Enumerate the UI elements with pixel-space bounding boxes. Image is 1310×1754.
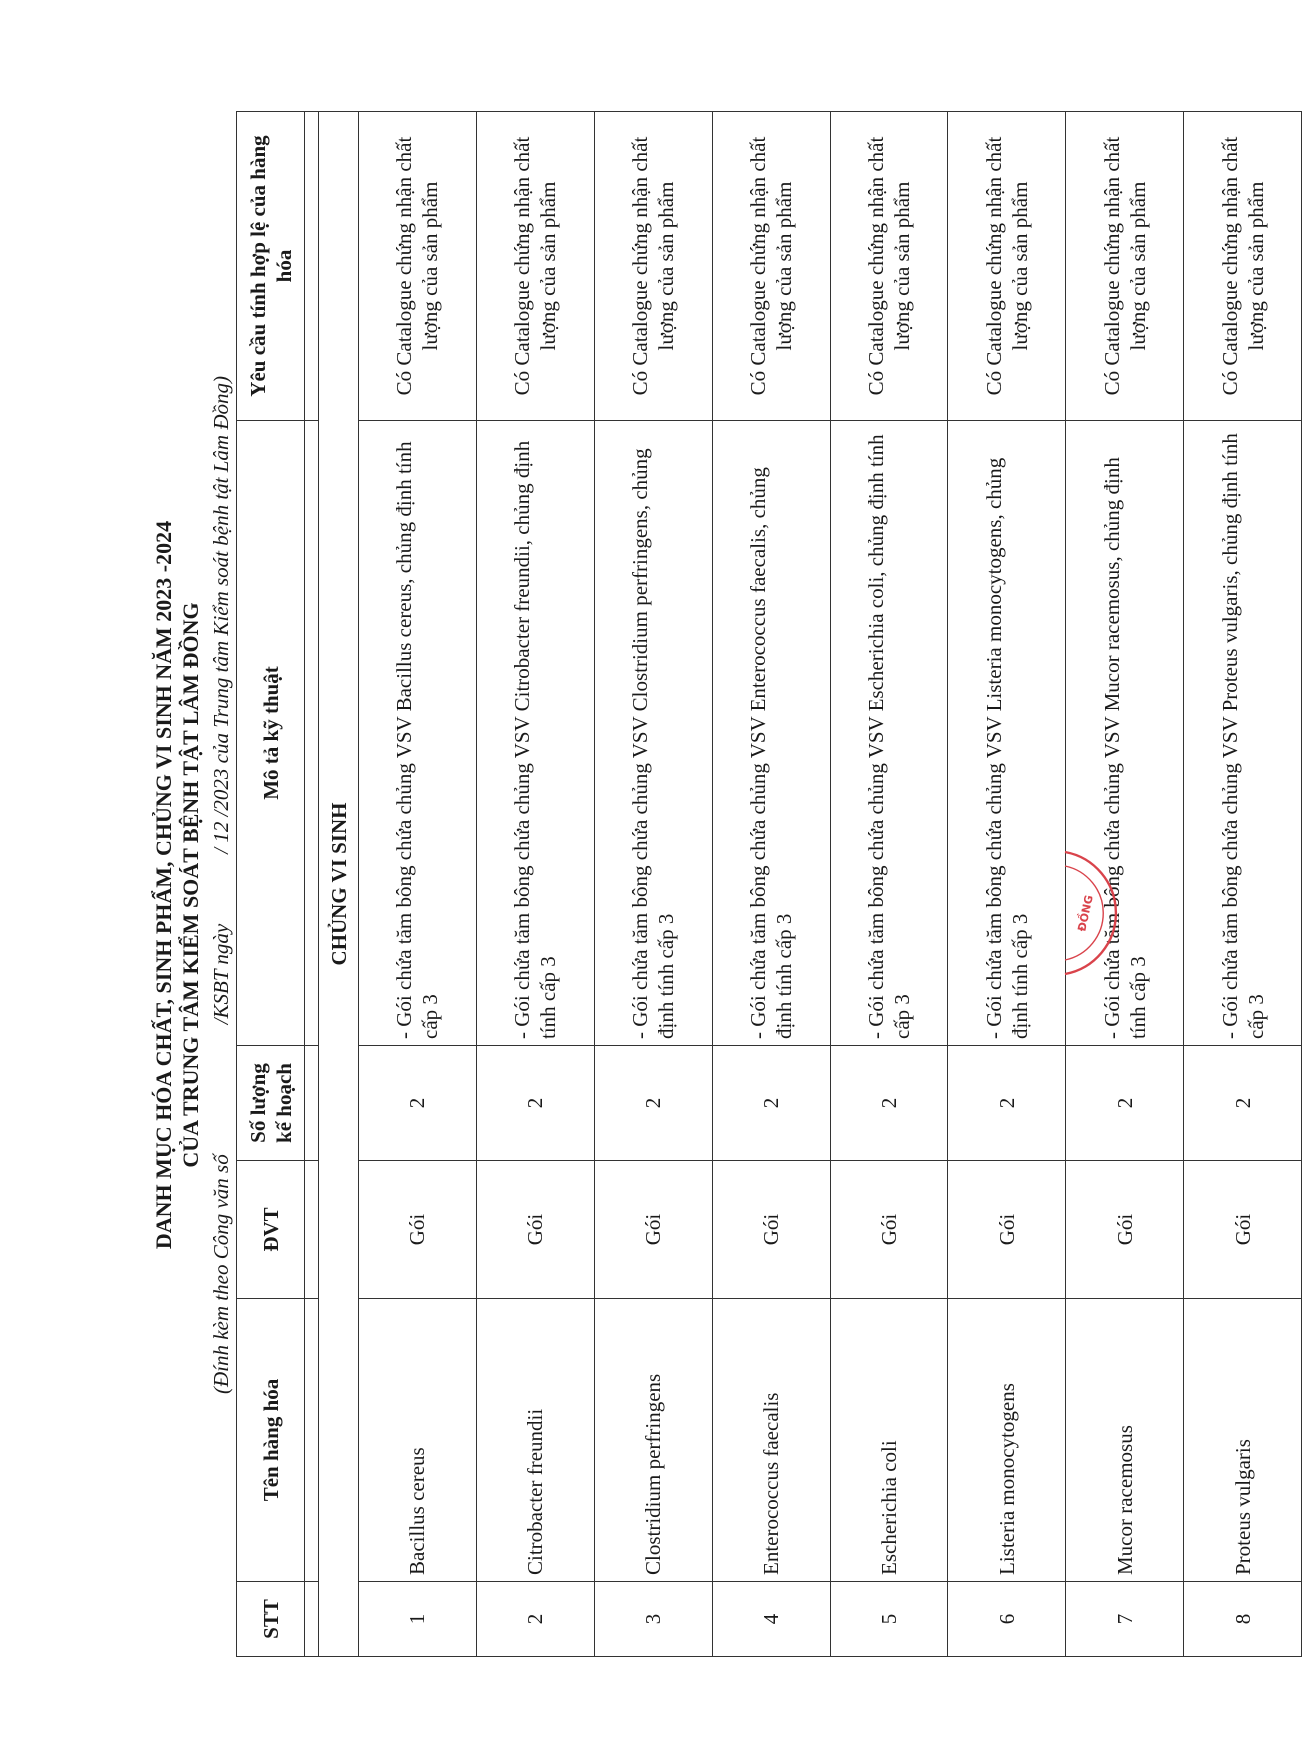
cell-unit: Gói	[1066, 1161, 1184, 1299]
cell-qty: 2	[594, 1046, 712, 1161]
document-page	[150, 105, 1310, 1665]
cell-name: Listeria monocytogens	[948, 1299, 1066, 1582]
cell-unit: Gói	[1184, 1161, 1302, 1299]
cell-desc: - Gói chứa tăm bông chứa chủng VSV Mucor racemosus, chủng định tính cấp 3	[1066, 421, 1184, 1046]
reference-part-3: / 12 /2023 của Trung tâm Kiểm soát bệnh tật Lâm Đồng)	[209, 375, 233, 854]
cell-unit: Gói	[594, 1161, 712, 1299]
cell-desc: - Gói chứa tăm bông chứa chủng VSV Proteus vulgaris, chủng định tính cấp 3	[1184, 421, 1302, 1046]
cell-req: Có Catalogue chứng nhận chất lượng của sản phẩm	[712, 112, 830, 421]
table-row	[359, 112, 477, 1657]
cell-qty: 2	[830, 1046, 948, 1161]
cell-stt: 8	[1184, 1582, 1302, 1657]
cell-name: Citrobacter freundii	[476, 1299, 594, 1582]
header-name: Tên hàng hóa	[237, 1299, 305, 1582]
cell-req: Có Catalogue chứng nhận chất lượng của sản phẩm	[948, 112, 1066, 421]
table-row	[594, 112, 712, 1657]
cell-name: Enterococcus faecalis	[712, 1299, 830, 1582]
cell-req: Có Catalogue chứng nhận chất lượng của sản phẩm	[830, 112, 948, 421]
cell-desc: - Gói chứa tăm bông chứa chủng VSV Clostridium perfringens, chủng định tính cấp 3	[594, 421, 712, 1046]
cell-stt: 2	[476, 1582, 594, 1657]
table-row	[712, 112, 830, 1657]
header-desc: Mô tả kỹ thuật	[237, 421, 305, 1046]
cell-stt: 3	[594, 1582, 712, 1657]
cell-name: Proteus vulgaris	[1184, 1299, 1302, 1582]
table-header-row	[237, 112, 305, 1657]
document-title	[150, 105, 204, 1665]
table-row	[476, 112, 594, 1657]
table-header-spacer-row	[305, 112, 319, 1657]
cell-stt: 4	[712, 1582, 830, 1657]
cell-stt: 7	[1066, 1582, 1184, 1657]
cell-name: Bacillus cereus	[359, 1299, 477, 1582]
title-line-1: DANH MỤC HÓA CHẤT, SINH PHẨM, CHỦNG VI SINH NĂM 2023 -2024	[151, 520, 176, 1250]
cell-name: Escherichia coli	[830, 1299, 948, 1582]
section-title: CHỦNG VI SINH	[319, 112, 359, 1657]
cell-name: Clostridium perfringens	[594, 1299, 712, 1582]
cell-unit: Gói	[948, 1161, 1066, 1299]
cell-req: Có Catalogue chứng nhận chất lượng của sản phẩm	[1184, 112, 1302, 421]
cell-req: Có Catalogue chứng nhận chất lượng của sản phẩm	[594, 112, 712, 421]
seal-text: ĐỒNG	[1075, 893, 1096, 933]
reference-line	[208, 105, 234, 1665]
cell-name: Mucor racemosus	[1066, 1299, 1184, 1582]
title-line-2: CỦA TRUNG TÂM KIỂM SOÁT BỆNH TẬT LÂM ĐỒNG	[178, 602, 203, 1168]
cell-desc: - Gói chứa tăm bông chứa chủng VSV Enterococcus faecalis, chủng định tính cấp 3	[712, 421, 830, 1046]
section-row	[319, 112, 359, 1657]
cell-desc: - Gói chứa tăm bông chứa chủng VSV Bacillus cereus, chủng định tính cấp 3	[359, 421, 477, 1046]
header-unit: ĐVT	[237, 1161, 305, 1299]
cell-unit: Gói	[712, 1161, 830, 1299]
cell-qty: 2	[1066, 1046, 1184, 1161]
cell-stt: 1	[359, 1582, 477, 1657]
cell-stt: 5	[830, 1582, 948, 1657]
cell-qty: 2	[1184, 1046, 1302, 1161]
header-req: Yêu cầu tính hợp lệ của hàng hóa	[237, 112, 305, 421]
cell-qty: 2	[476, 1046, 594, 1161]
red-seal-stamp	[1045, 848, 1121, 978]
cell-qty: 2	[359, 1046, 477, 1161]
cell-desc: - Gói chứa tăm bông chứa chủng VSV Escherichia coli, chủng định tính cấp 3	[830, 421, 948, 1046]
cell-desc: - Gói chứa tăm bông chứa chủng VSV Listeria monocytogens, chủng định tính cấp 3	[948, 421, 1066, 1046]
cell-req: Có Catalogue chứng nhận chất lượng của sản phẩm	[359, 112, 477, 421]
cell-req: Có Catalogue chứng nhận chất lượng của sản phẩm	[1066, 112, 1184, 421]
table-row	[830, 112, 948, 1657]
cell-req: Có Catalogue chứng nhận chất lượng của sản phẩm	[476, 112, 594, 421]
cell-unit: Gói	[359, 1161, 477, 1299]
product-table	[236, 111, 1302, 1657]
cell-unit: Gói	[476, 1161, 594, 1299]
table-row	[1184, 112, 1302, 1657]
cell-qty: 2	[948, 1046, 1066, 1161]
cell-unit: Gói	[830, 1161, 948, 1299]
reference-part-1: (Đính kèm theo Công văn số	[209, 1154, 233, 1395]
cell-desc: - Gói chứa tăm bông chứa chủng VSV Citrobacter freundii, chủng định tính cấp 3	[476, 421, 594, 1046]
cell-stt: 6	[948, 1582, 1066, 1657]
header-qty: Số lượng kế hoạch	[237, 1046, 305, 1161]
header-stt: STT	[237, 1582, 305, 1657]
cell-qty: 2	[712, 1046, 830, 1161]
reference-part-2: /KSBT ngày	[209, 923, 233, 1025]
